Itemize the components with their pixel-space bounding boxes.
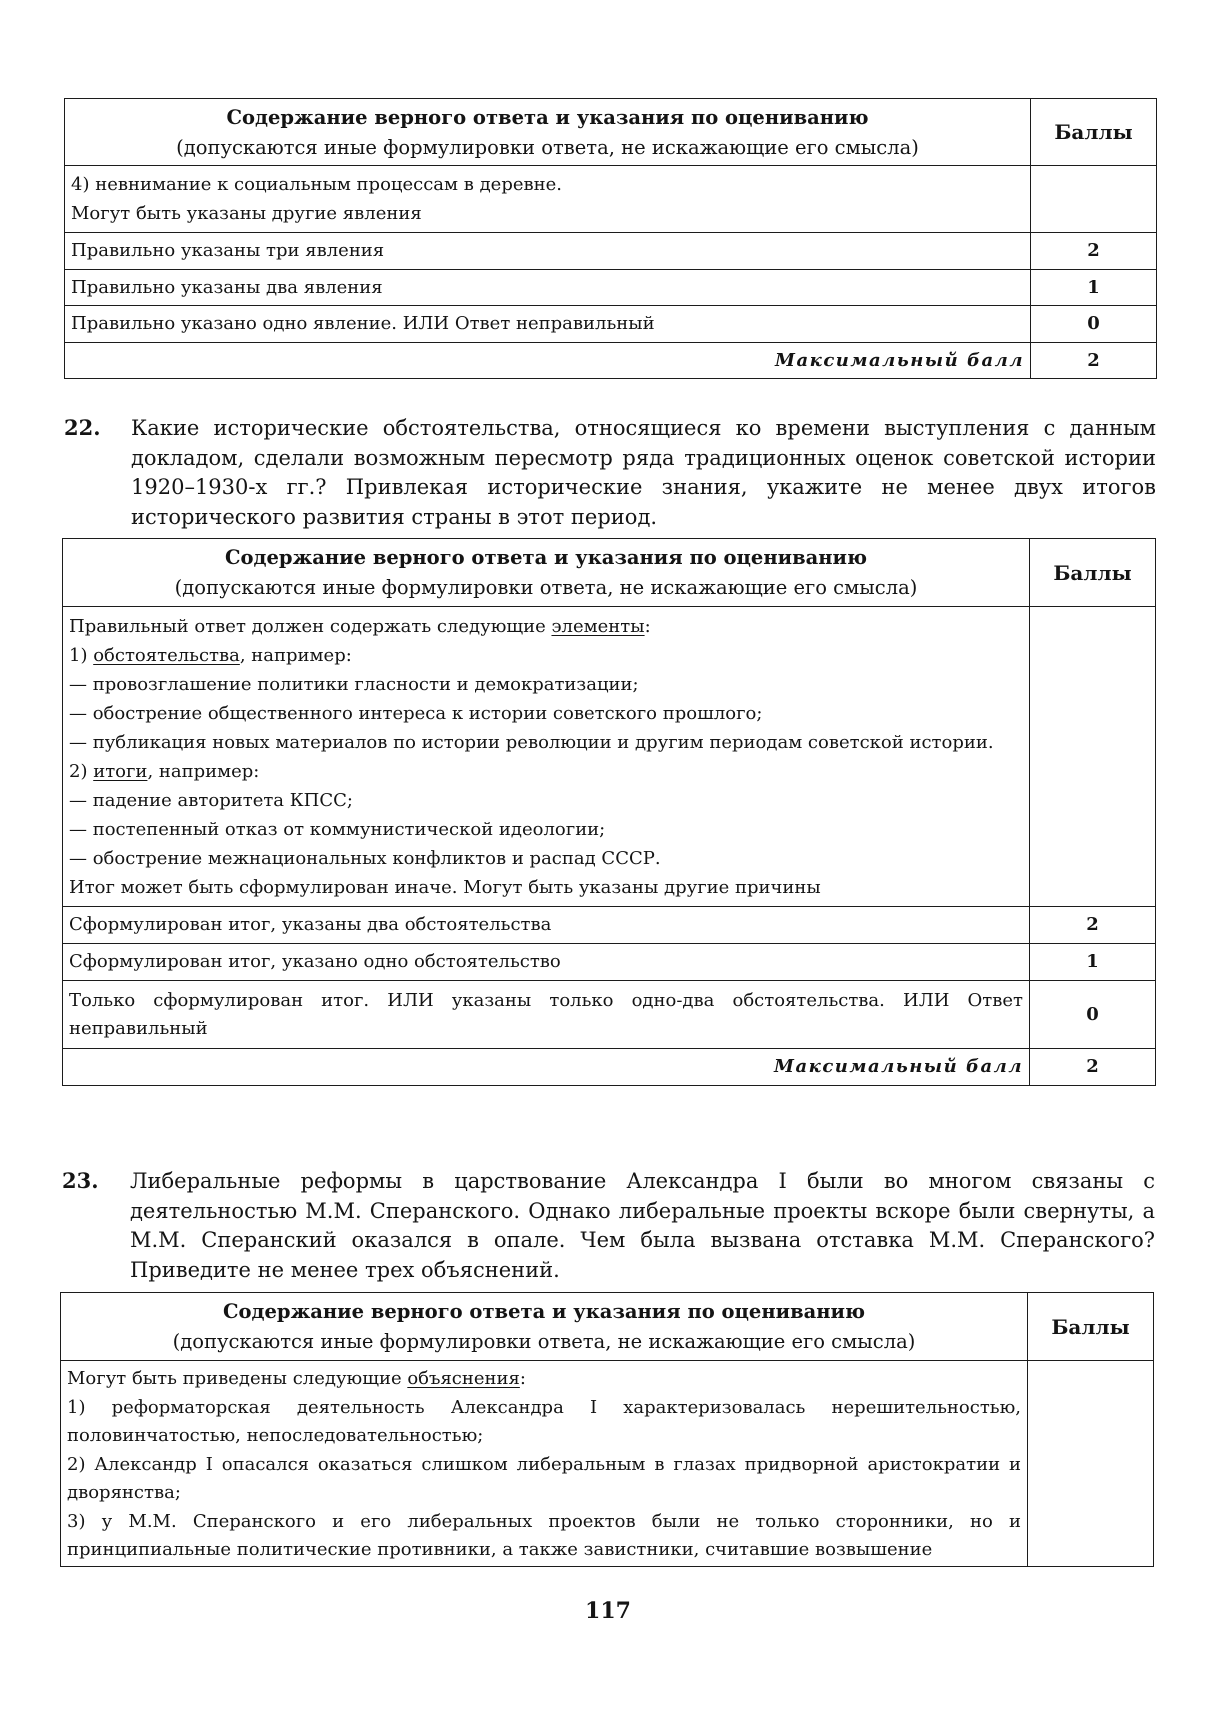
- empty-score-cell: [1028, 1361, 1154, 1567]
- answer-intro: Правильный ответ должен содержать следующие элементы:: [69, 616, 651, 637]
- criterion-score: 0: [1030, 981, 1156, 1049]
- max-score-label: Максимальный балл: [63, 1049, 1030, 1086]
- grading-table-21: [64, 98, 1157, 379]
- max-score-value: 2: [1030, 1049, 1156, 1086]
- answer-item: 1) реформаторская деятельность Александра I характеризовалась нерешительностью, половинчатостью, непоследовательностью;: [67, 1397, 1021, 1446]
- criterion-text: Только сформулирован итог. ИЛИ указаны только одно-два обстоятельства. ИЛИ Ответ неправильный: [63, 981, 1030, 1049]
- grading-table-22: [62, 538, 1156, 1086]
- answer-note: Итог может быть сформулирован иначе. Могут быть указаны другие причины: [69, 877, 821, 898]
- header-title: Содержание верного ответа и указания по оцениванию: [226, 105, 869, 129]
- empty-score-cell: [1031, 166, 1157, 233]
- table-header: [65, 99, 1031, 166]
- criterion-score: 1: [1031, 270, 1157, 306]
- question-text: Либеральные реформы в царствование Александра I были во многом связаны с деятельностью М.М. Сперанского. Однако либеральные проекты вскоре были свернуты, а М.М. Сперанский оказался в опале. Чем была вызвана отставка М.М. Сперанского? Приведите не менее трех объяснений.: [130, 1169, 1155, 1282]
- answer-section-1: 1) обстоятельства, например:: [69, 645, 352, 666]
- answer-item: — обострение межнациональных конфликтов и распад СССР.: [69, 848, 661, 869]
- header-title: Содержание верного ответа и указания по оцениванию: [225, 546, 867, 569]
- answer-line: Могут быть указаны другие явления: [71, 202, 422, 224]
- header-note: (допускаются иные формулировки ответа, не искажающие его смысла): [174, 576, 918, 599]
- criterion-text: Правильно указано одно явление. ИЛИ Ответ неправильный: [65, 306, 1031, 343]
- answer-item: — обострение общественного интереса к истории советского прошлого;: [69, 703, 763, 724]
- answer-line: 4) невнимание к социальным процессам в деревне.: [71, 173, 563, 195]
- max-score-value: 2: [1031, 343, 1157, 379]
- answer-intro: Могут быть приведены следующие объяснения:: [67, 1368, 526, 1389]
- criterion-text: Правильно указаны три явления: [65, 233, 1031, 270]
- grading-table-23: [60, 1292, 1154, 1567]
- points-header: Баллы: [1030, 539, 1156, 607]
- criterion-text: Правильно указаны два явления: [65, 270, 1031, 306]
- answer-item: — публикация новых материалов по истории революции и другим периодам советской истории.: [69, 732, 994, 753]
- answer-item: — постепенный отказ от коммунистической идеологии;: [69, 819, 606, 840]
- criterion-score: 1: [1030, 944, 1156, 981]
- page-number: 117: [585, 1598, 631, 1624]
- answer-item: 2) Александр I опасался оказаться слишком либеральным в глазах придворной аристократии и дворянства;: [67, 1454, 1021, 1503]
- answer-item: — провозглашение политики гласности и демократизации;: [69, 674, 639, 695]
- question-text: Какие исторические обстоятельства, относящиеся ко времени выступления с данным докладом, сделали возможным пересмотр ряда традиционных оценок советской истории 1920–1930-х гг.? Привлекая исторические знания, укажите не менее двух итогов исторического развития страны в этот период.: [131, 416, 1156, 529]
- header-title: Содержание верного ответа и указания по оцениванию: [223, 1300, 865, 1323]
- answer-content: [63, 607, 1030, 907]
- max-score-label: Максимальный балл: [65, 343, 1031, 379]
- answer-content: [65, 166, 1031, 233]
- answer-item: — падение авторитета КПСС;: [69, 790, 353, 811]
- table-header: [63, 539, 1030, 607]
- empty-score-cell: [1030, 607, 1156, 907]
- criterion-score: 2: [1030, 907, 1156, 944]
- points-header: Баллы: [1028, 1293, 1154, 1361]
- header-note: (допускаются иные формулировки ответа, не искажающие его смысла): [176, 135, 919, 159]
- answer-item: 3) у М.М. Сперанского и его либеральных проектов были не только сторонники, но и принципиальные политические противники, а также завистники, считавшие возвышение: [67, 1511, 1021, 1560]
- table-header: [61, 1293, 1028, 1361]
- criterion-text: Сформулирован итог, указаны два обстоятельства: [63, 907, 1030, 944]
- criterion-score: 0: [1031, 306, 1157, 343]
- criterion-text: Сформулирован итог, указано одно обстоятельство: [63, 944, 1030, 981]
- criterion-score: 2: [1031, 233, 1157, 270]
- answer-content: [61, 1361, 1028, 1567]
- question-number: 23.: [62, 1168, 99, 1193]
- question-number: 22.: [64, 415, 101, 440]
- answer-section-2: 2) итоги, например:: [69, 761, 260, 782]
- points-header: Баллы: [1031, 99, 1157, 166]
- header-note: (допускаются иные формулировки ответа, не искажающие его смысла): [172, 1330, 916, 1353]
